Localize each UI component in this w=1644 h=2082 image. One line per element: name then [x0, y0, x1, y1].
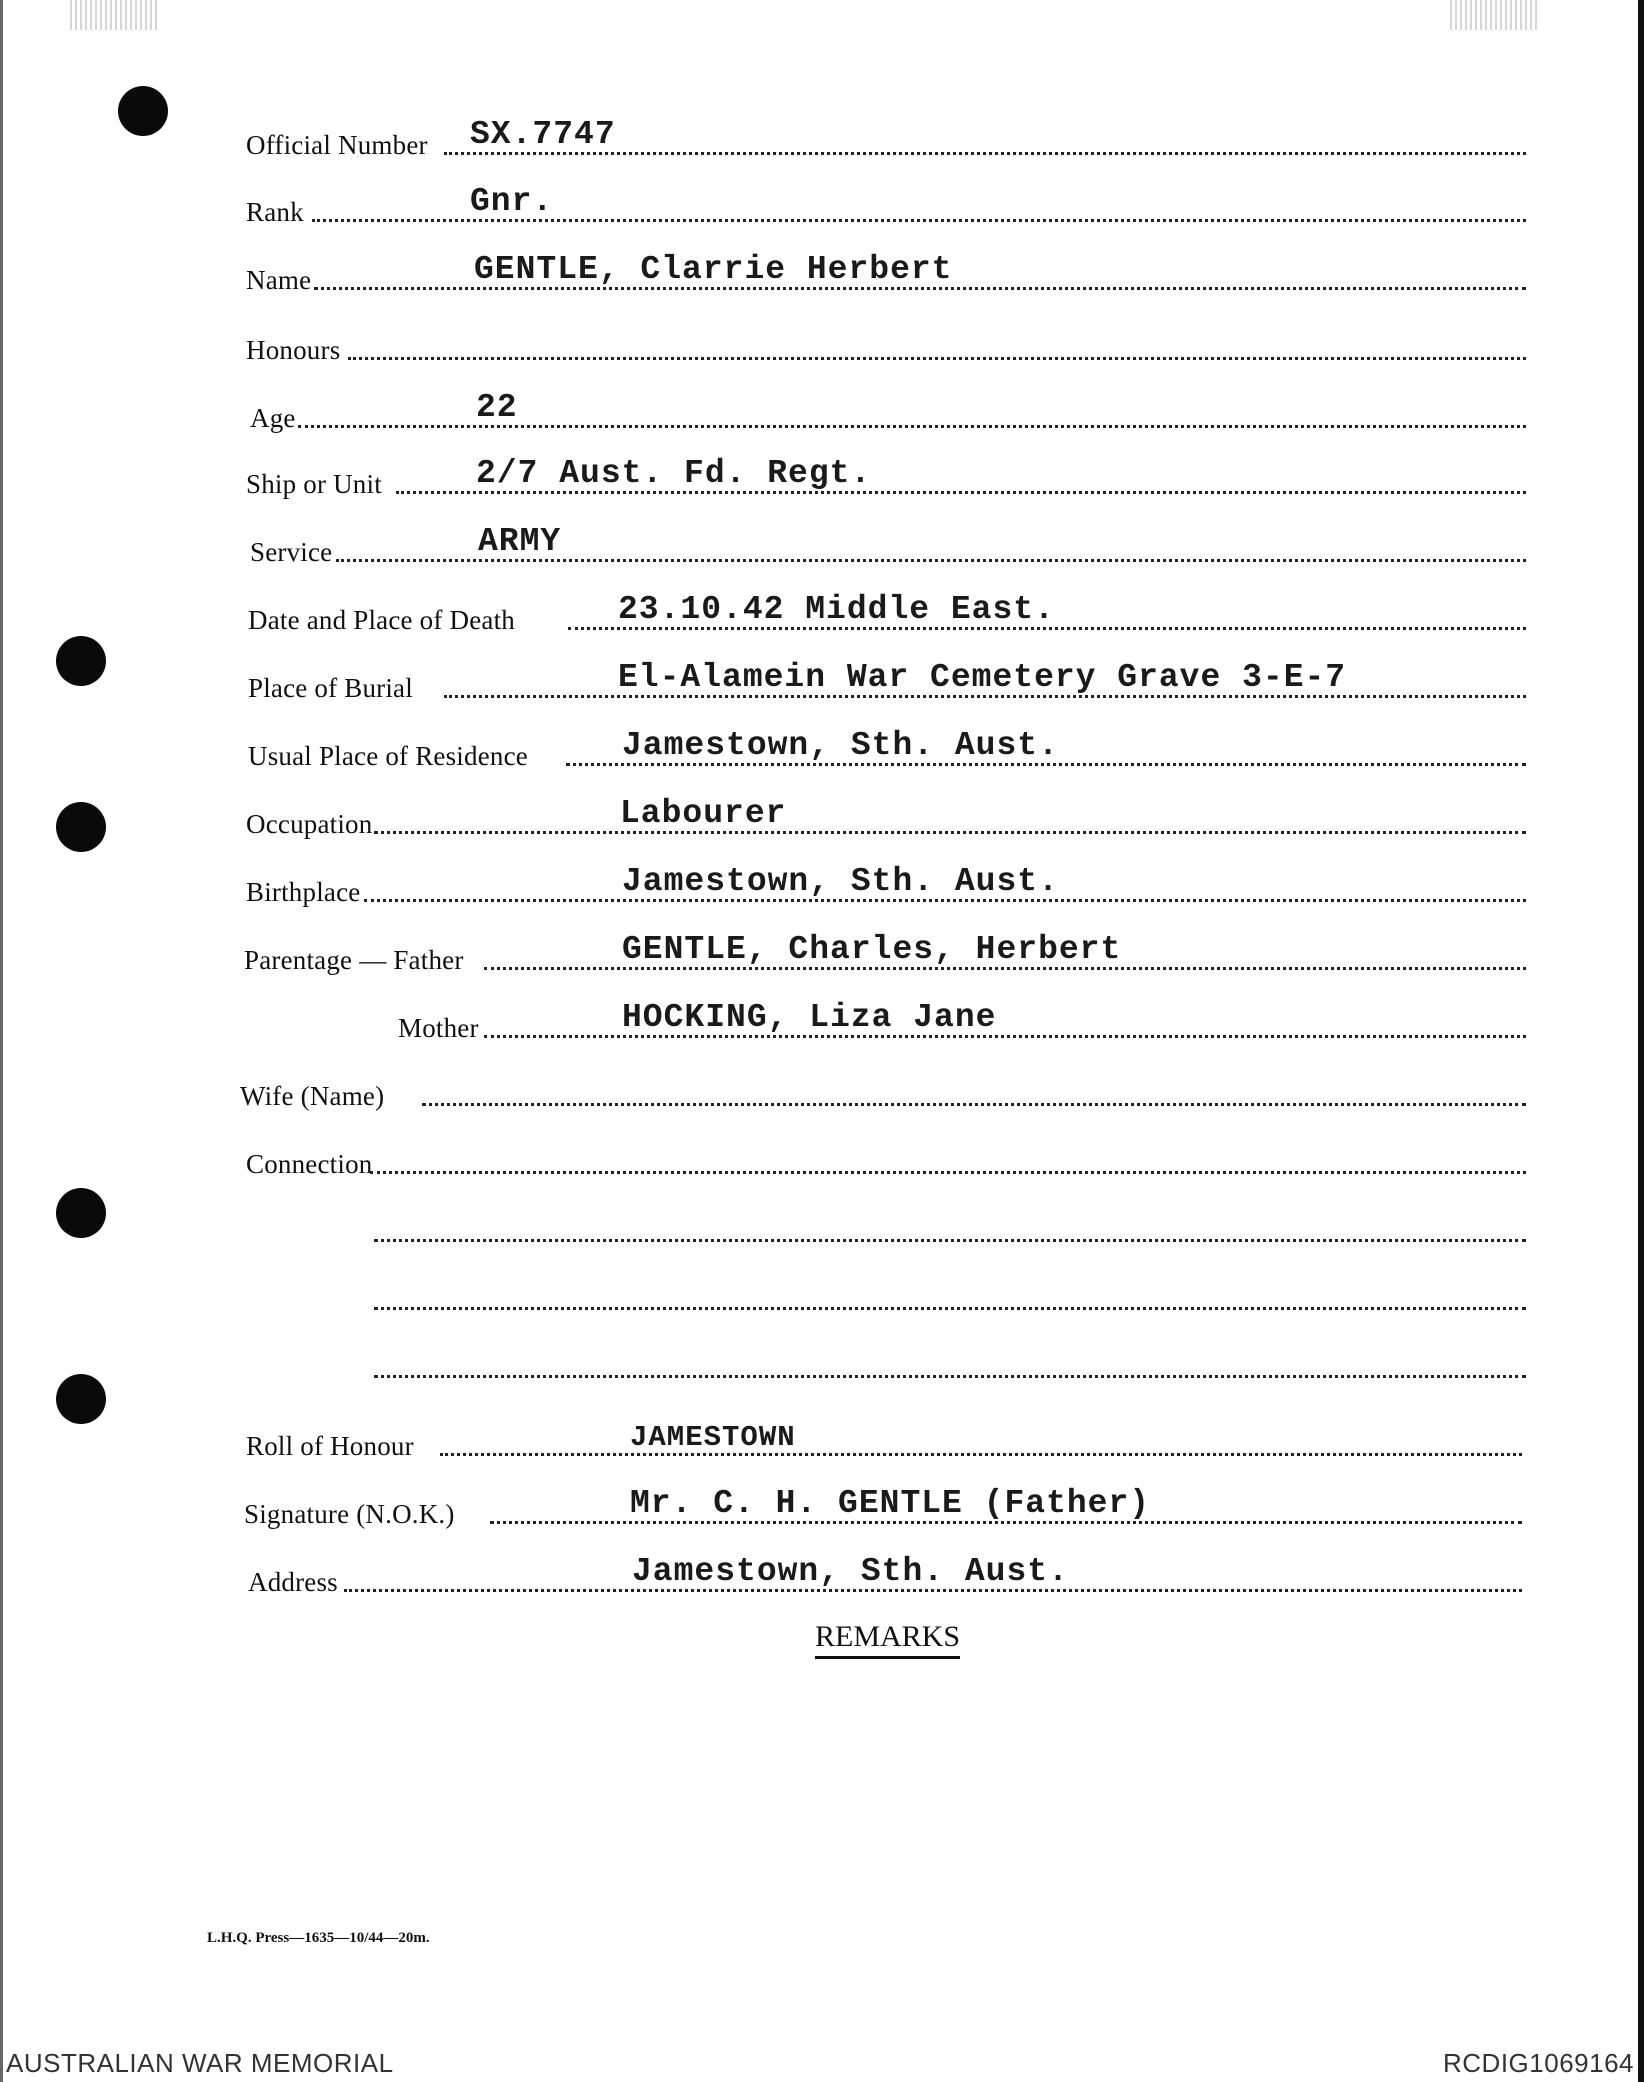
connection-blank-line [0, 1192, 1644, 1252]
footer-attribution: AUSTRALIAN WAR MEMORIAL [6, 2048, 394, 2078]
dotted-line [374, 831, 1526, 834]
dotted-line [374, 1239, 1526, 1242]
field-label: Official Number [246, 130, 428, 160]
field-label: Signature (N.O.K.) [244, 1499, 455, 1529]
scan-noise [1450, 0, 1540, 30]
field-value: ARMY [478, 523, 562, 560]
print-info: L.H.Q. Press—1635—10/44—20m. [207, 1930, 430, 1946]
field-label: Date and Place of Death [248, 605, 515, 635]
field-label: Birthplace [246, 877, 361, 907]
dotted-line [374, 1375, 1526, 1378]
dotted-line [348, 357, 1526, 360]
field-value: Gnr. [470, 183, 554, 220]
field-official-number [0, 105, 1644, 165]
field-label: Occupation [246, 809, 373, 839]
field-label: Service [250, 537, 333, 567]
field-usual-residence [0, 716, 1644, 776]
field-label: Age [250, 403, 296, 433]
field-occupation [0, 784, 1644, 844]
connection-blank-line [0, 1328, 1644, 1388]
dotted-line [422, 1103, 1526, 1106]
field-value: GENTLE, Clarrie Herbert [474, 251, 953, 288]
scan-noise [70, 0, 160, 30]
field-wife [0, 1056, 1644, 1116]
field-label: Ship or Unit [246, 469, 382, 499]
field-value: SX.7747 [470, 116, 616, 153]
dotted-line [370, 1171, 1526, 1174]
field-label: Connection [246, 1149, 373, 1179]
field-label: Wife (Name) [240, 1081, 385, 1111]
field-value: Jamestown, Sth. Aust. [622, 863, 1059, 900]
field-service [0, 512, 1644, 572]
field-label: Name [246, 265, 312, 295]
field-value: Jamestown, Sth. Aust. [622, 727, 1059, 764]
field-place-of-burial [0, 648, 1644, 708]
field-value: Jamestown, Sth. Aust. [632, 1553, 1069, 1590]
field-label: Roll of Honour [246, 1431, 414, 1461]
field-label: Rank [246, 197, 304, 227]
field-father [0, 920, 1644, 980]
field-value: 2/7 Aust. Fd. Regt. [476, 455, 872, 492]
field-connection [0, 1124, 1644, 1184]
field-label: Place of Burial [248, 673, 413, 703]
field-address [0, 1542, 1644, 1602]
field-label: Address [248, 1567, 338, 1597]
field-value: JAMESTOWN [630, 1421, 796, 1454]
field-ship-or-unit [0, 444, 1644, 504]
field-label: Parentage — Father [244, 945, 464, 975]
field-value: 23.10.42 Middle East. [618, 591, 1055, 628]
field-date-place-death [0, 580, 1644, 640]
dotted-line [440, 1453, 1522, 1456]
field-signature [0, 1474, 1644, 1534]
remarks-heading: REMARKS [815, 1620, 960, 1659]
field-label: Honours [246, 335, 341, 365]
field-value: El-Alamein War Cemetery Grave 3-E-7 [618, 659, 1347, 696]
field-label: Usual Place of Residence [248, 741, 528, 771]
field-age [0, 378, 1644, 438]
field-mother [0, 988, 1644, 1048]
field-value: HOCKING, Liza Jane [622, 999, 997, 1036]
field-value: Labourer [620, 795, 787, 832]
field-value: GENTLE, Charles, Herbert [622, 931, 1122, 968]
field-name [0, 240, 1644, 300]
connection-blank-line [0, 1260, 1644, 1320]
field-roll-of-honour [0, 1406, 1644, 1466]
field-birthplace [0, 852, 1644, 912]
field-label: Mother [398, 1013, 479, 1043]
footer-catalogue-id: RCDIG1069164 [1443, 2048, 1634, 2078]
dotted-line [374, 1307, 1526, 1310]
field-value: Mr. C. H. GENTLE (Father) [630, 1485, 1151, 1522]
field-value: 22 [476, 389, 518, 426]
field-rank [0, 172, 1644, 232]
field-honours [0, 310, 1644, 370]
